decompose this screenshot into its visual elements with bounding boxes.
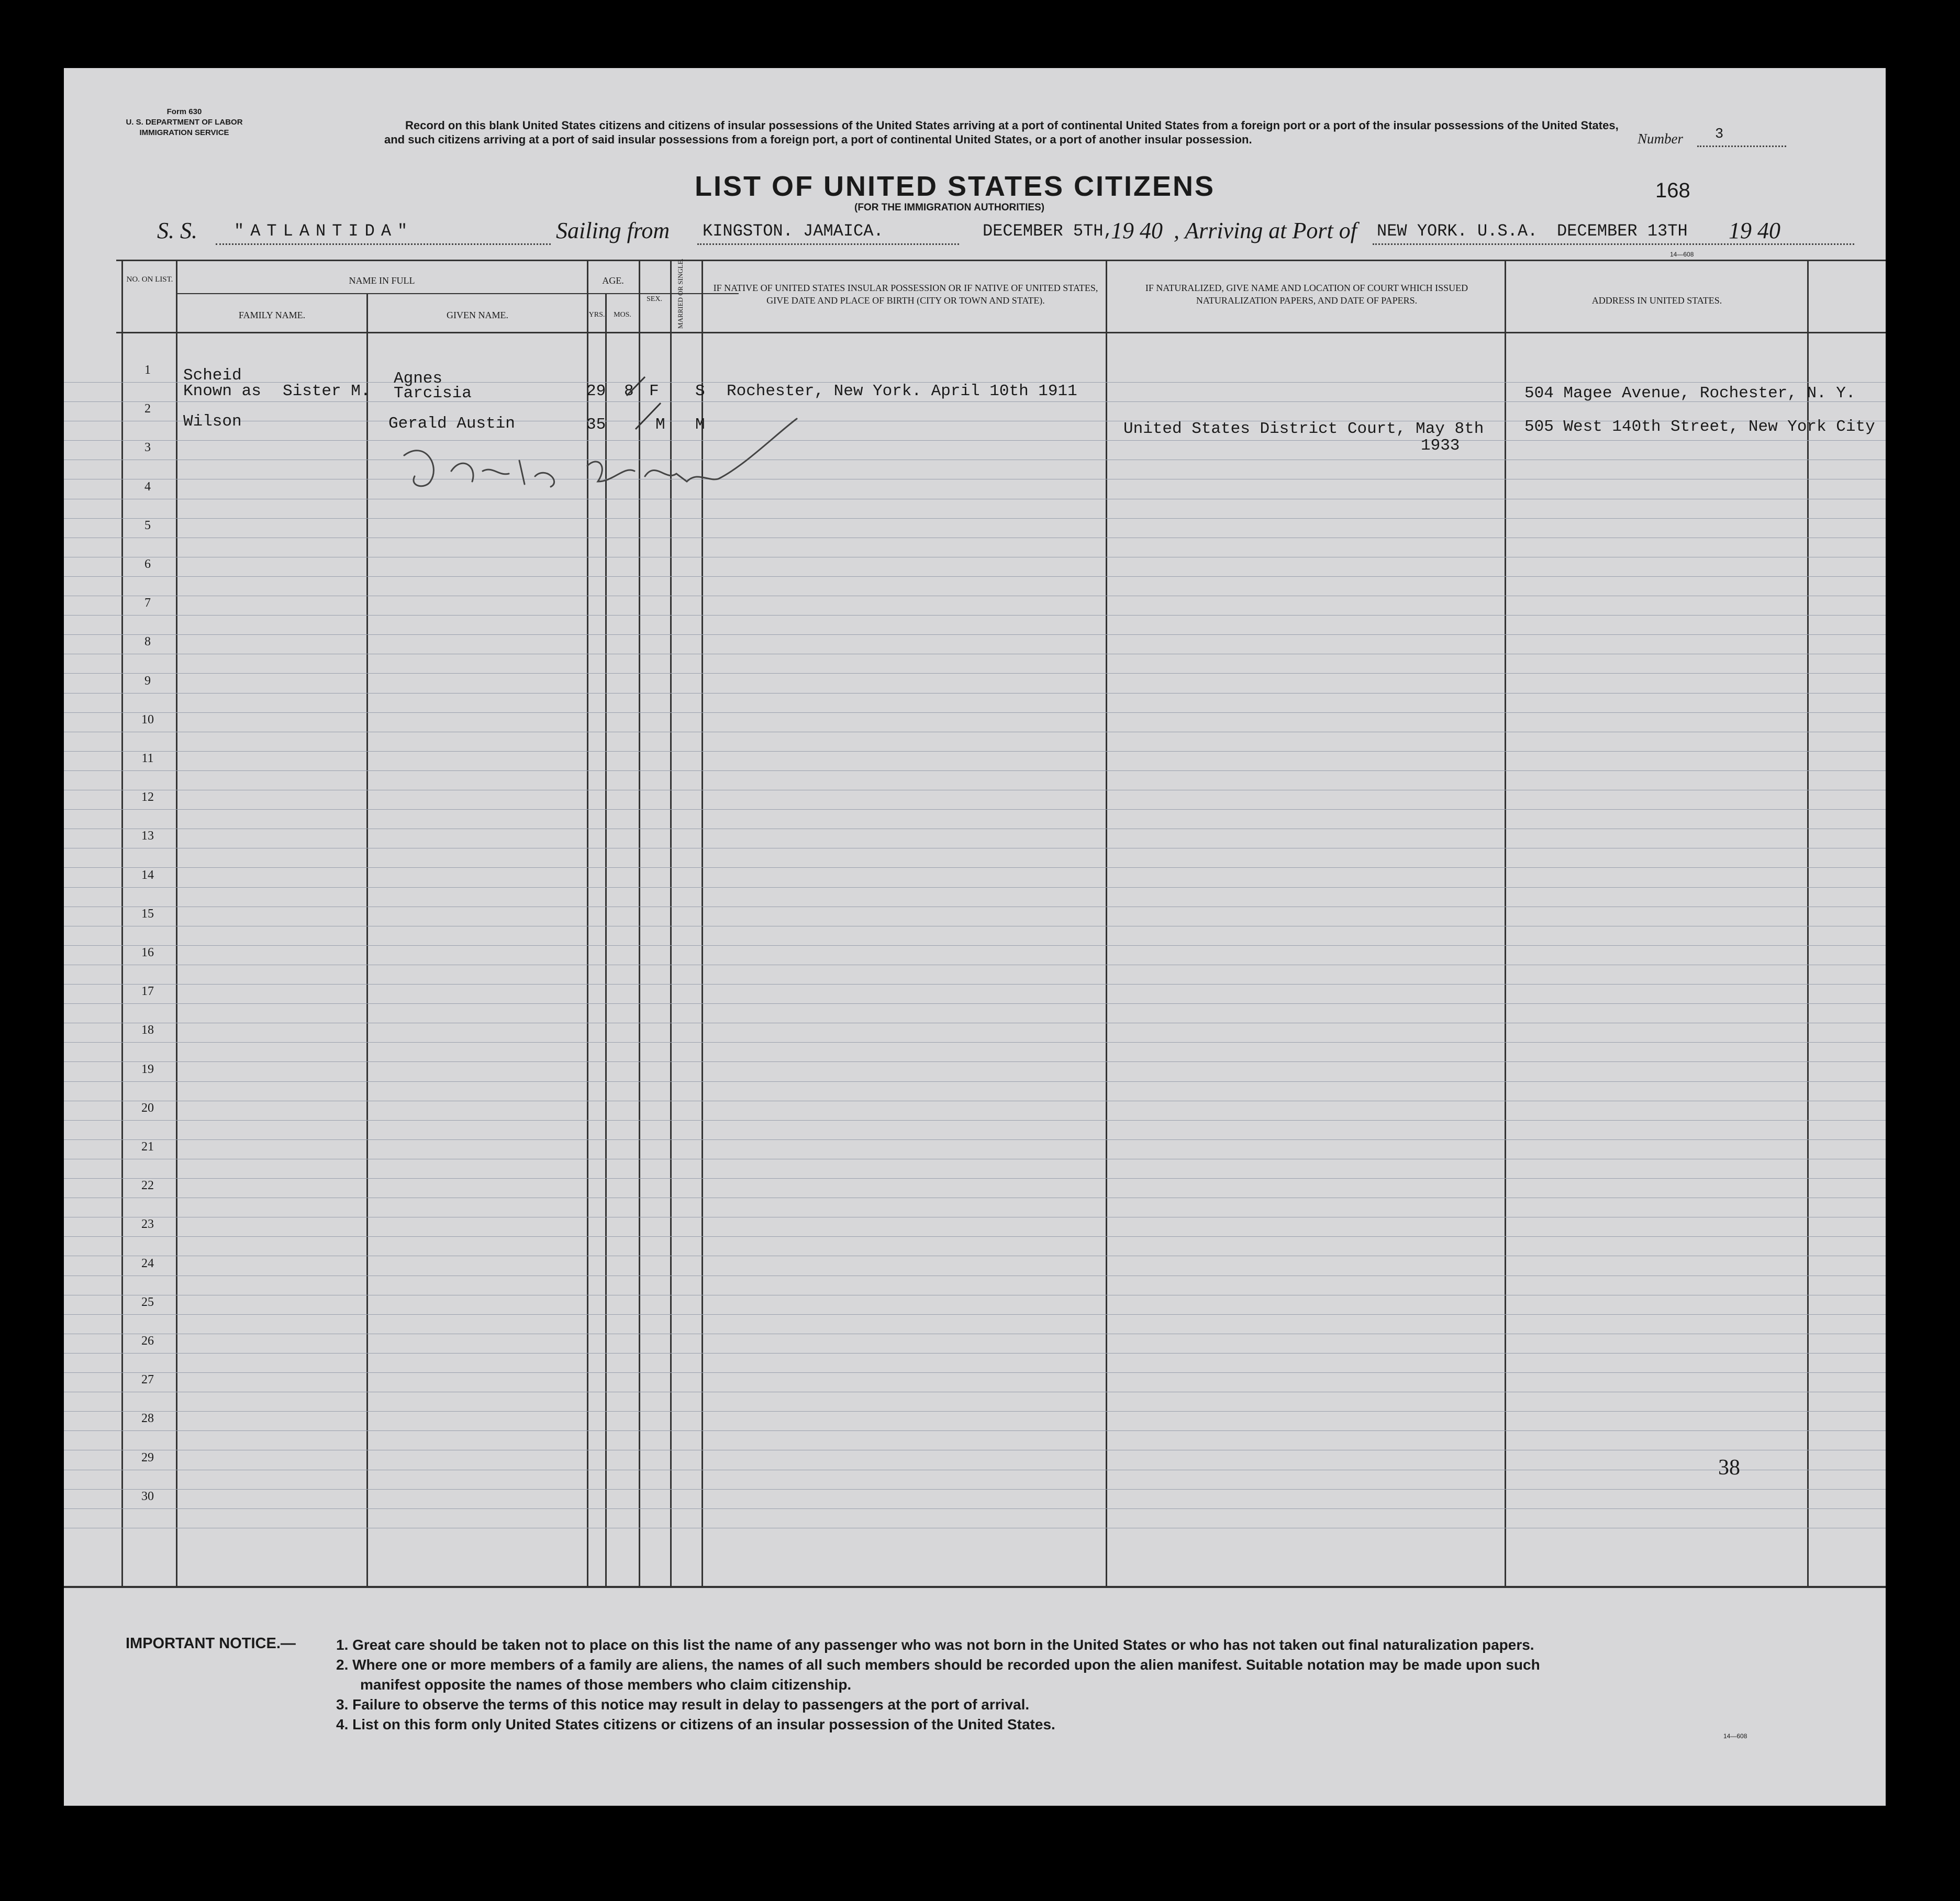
important-notice-heading: IMPORTANT NOTICE.—: [126, 1635, 296, 1652]
header-birth: IF NATIVE OF UNITED STATES INSULAR POSSESSION OR IF NATIVE OF UNITED STATES, GIVE DATE AND PLACE OF BIRTH (CITY OR TOWN AND STATE).: [713, 283, 1098, 306]
arriving-label: , Arriving at Port of: [1174, 218, 1357, 243]
row-rule: [64, 1236, 1886, 1237]
entry1-mos: 8: [624, 382, 634, 400]
tick-mark: [627, 377, 645, 396]
entry1-address: 504 Magee Avenue, Rochester, N. Y.: [1524, 384, 1856, 402]
header-address: ADDRESS IN UNITED STATES.: [1591, 295, 1722, 306]
row-rule: [64, 1314, 1886, 1315]
row-rule: [64, 576, 1886, 577]
row-number: 19: [141, 1062, 154, 1076]
row-number: 22: [141, 1179, 154, 1193]
row-rule: [64, 615, 1886, 616]
header-family-name: FAMILY NAME.: [238, 310, 306, 320]
row-rule: [64, 1139, 1886, 1140]
header-no: NO. ON LIST.: [126, 275, 173, 284]
table-bottom-border: [64, 1586, 1886, 1588]
page-number: 168: [1655, 179, 1690, 202]
row-number: 4: [144, 479, 151, 494]
manifest-page: [64, 68, 1886, 1806]
form-number-value: 3: [1715, 127, 1724, 142]
row-rule: [64, 984, 1886, 985]
print-code-bottom: 14—608: [1723, 1732, 1747, 1740]
row-number: 5: [144, 518, 151, 532]
entry2-naturalized-year: 1933: [1421, 437, 1460, 455]
row-rule: [64, 1178, 1886, 1179]
header-naturalized: IF NATURALIZED, GIVE NAME AND LOCATION OF COURT WHICH ISSUED NATURALIZATION PAPERS, AND DATE OF PAPERS.: [1145, 283, 1468, 306]
print-code-top: 14—608: [1670, 251, 1694, 258]
notice-item-3: 3. Failure to observe the terms of this notice may result in delay to passengers at the port of arrival.: [336, 1696, 1030, 1713]
tick-mark: [636, 403, 661, 429]
entry2-married: M: [695, 416, 705, 434]
header-yrs: YRS.: [588, 311, 605, 319]
header-married-text: MARRIED OR SINGLE.: [676, 259, 684, 329]
row-rule: [64, 1003, 1886, 1004]
row-rule: [64, 1430, 1886, 1431]
row-number: 9: [144, 674, 151, 688]
service: IMMIGRATION SERVICE: [139, 128, 229, 137]
header-name-in-full: NAME IN FULL: [349, 275, 415, 286]
header-sex: SEX.: [647, 295, 662, 303]
entry1-alias-given: Sister M.: [283, 382, 371, 400]
ship-name: "ATLANTIDA": [234, 221, 414, 241]
row-rule: [64, 770, 1886, 771]
sailing-label: Sailing from: [556, 218, 670, 243]
row-rule: [64, 712, 1886, 713]
entry1-family-name: Scheid: [183, 366, 242, 385]
row-rule: [64, 1508, 1886, 1509]
arrive-date: DECEMBER 13TH: [1557, 221, 1688, 241]
entry1-sex: F: [649, 382, 659, 400]
sail-date: DECEMBER 5TH,: [983, 221, 1113, 241]
entry2-family-name: Wilson: [183, 412, 242, 431]
header-given-name: GIVEN NAME.: [447, 310, 508, 320]
row-number: 17: [141, 985, 154, 999]
row-number: 6: [144, 557, 151, 571]
header-mos: MOS.: [614, 311, 631, 319]
row-number: 16: [141, 946, 154, 959]
entry1-yrs: 29: [586, 382, 606, 400]
entry1-birth: Rochester, New York. April 10th 1911: [727, 382, 1077, 400]
row-number: 14: [141, 868, 154, 882]
entry1-alias-label: Known as: [183, 382, 261, 400]
row-number: 18: [141, 1023, 154, 1037]
row-number: 26: [141, 1334, 154, 1348]
entry2-address: 505 West 140th Street, New York City: [1524, 418, 1875, 436]
row-number: 8: [144, 635, 151, 649]
entry2-given-name: Gerald Austin: [388, 415, 515, 433]
row-rule: [64, 1120, 1886, 1121]
row-rule: [64, 1353, 1886, 1354]
row-number: 30: [141, 1489, 154, 1503]
entry1-married: S: [695, 382, 705, 400]
notice-item-2: 2. Where one or more members of a family are aliens, the names of all such members should be recorded upon the alien manifest. Suitable notation may be made upon such: [336, 1657, 1540, 1673]
row-number: 12: [141, 790, 154, 804]
arrive-year: 19 40: [1729, 218, 1780, 243]
entry2-yrs: 35: [586, 416, 606, 434]
row-number: 7: [144, 596, 151, 610]
row-rule: [64, 751, 1886, 752]
row-rule: [64, 673, 1886, 674]
row-rule: [64, 634, 1886, 635]
row-rule: [64, 1411, 1886, 1412]
handwritten-marks: [64, 68, 1886, 539]
stamp-number: 38: [1718, 1456, 1740, 1480]
row-rule: [64, 809, 1886, 810]
row-number: 20: [141, 1101, 154, 1115]
handwritten-scribble: [404, 419, 797, 487]
row-number: 11: [141, 752, 154, 765]
row-rule: [64, 693, 1886, 694]
row-number: 25: [141, 1295, 154, 1309]
row-number: 10: [141, 712, 154, 726]
row-rule: [64, 867, 1886, 868]
row-number: 3: [144, 441, 151, 455]
row-number: 28: [141, 1412, 154, 1426]
department: U. S. DEPARTMENT OF LABOR: [126, 118, 243, 127]
ss-label: S. S.: [157, 218, 197, 243]
page-title: LIST OF UNITED STATES CITIZENS: [695, 171, 1215, 202]
page-subtitle: (FOR THE IMMIGRATION AUTHORITIES): [854, 202, 1045, 213]
row-number: 1: [144, 363, 151, 377]
header-age: AGE.: [602, 275, 624, 286]
form-number-label: Number: [1638, 131, 1683, 147]
entry2-naturalized: United States District Court, May 8th: [1123, 420, 1484, 438]
row-number: 15: [141, 907, 154, 921]
row-rule: [64, 945, 1886, 946]
row-number: 27: [141, 1373, 154, 1387]
row-rule: [64, 1489, 1886, 1490]
row-number: 24: [141, 1256, 154, 1270]
entry1-given-name-2: Tarcisia: [394, 384, 472, 402]
entry1-given-name: Agnes: [394, 370, 443, 388]
row-number: 23: [141, 1217, 154, 1232]
row-rule: [64, 887, 1886, 888]
row-rule: [64, 1081, 1886, 1082]
row-rule: [64, 1372, 1886, 1373]
row-number: 2: [144, 402, 151, 416]
form-instruction: Record on this blank United States citizens and citizens of insular possessions of the United States arriving at a port of continental United States from a foreign port or a port of the insular possessions of the United States, and such citizens arriving at a port of said insular possessions from a foreign port, a port of continental United States, or a port of another insular possession.: [384, 119, 1619, 146]
entry2-sex: M: [655, 416, 665, 434]
notice-item-2-cont: manifest opposite the names of those members who claim citizenship.: [360, 1676, 852, 1693]
row-number: 13: [141, 829, 154, 843]
notice-item-1: 1. Great care should be taken not to place on this list the name of any passenger who was not born in the United States or who has not taken out final naturalization papers.: [336, 1637, 1534, 1653]
to-port: NEW YORK. U.S.A.: [1377, 221, 1538, 241]
row-rule: [64, 1042, 1886, 1043]
form-number: Form 630: [166, 107, 202, 116]
notice-item-4: 4. List on this form only United States citizens or citizens of an insular possession of the United States.: [336, 1716, 1055, 1732]
from-port: KINGSTON. JAMAICA.: [703, 221, 884, 241]
row-rule: [64, 1061, 1886, 1062]
row-number: 29: [141, 1450, 154, 1464]
row-number: 21: [141, 1140, 154, 1154]
sail-year: 19 40: [1111, 218, 1163, 243]
